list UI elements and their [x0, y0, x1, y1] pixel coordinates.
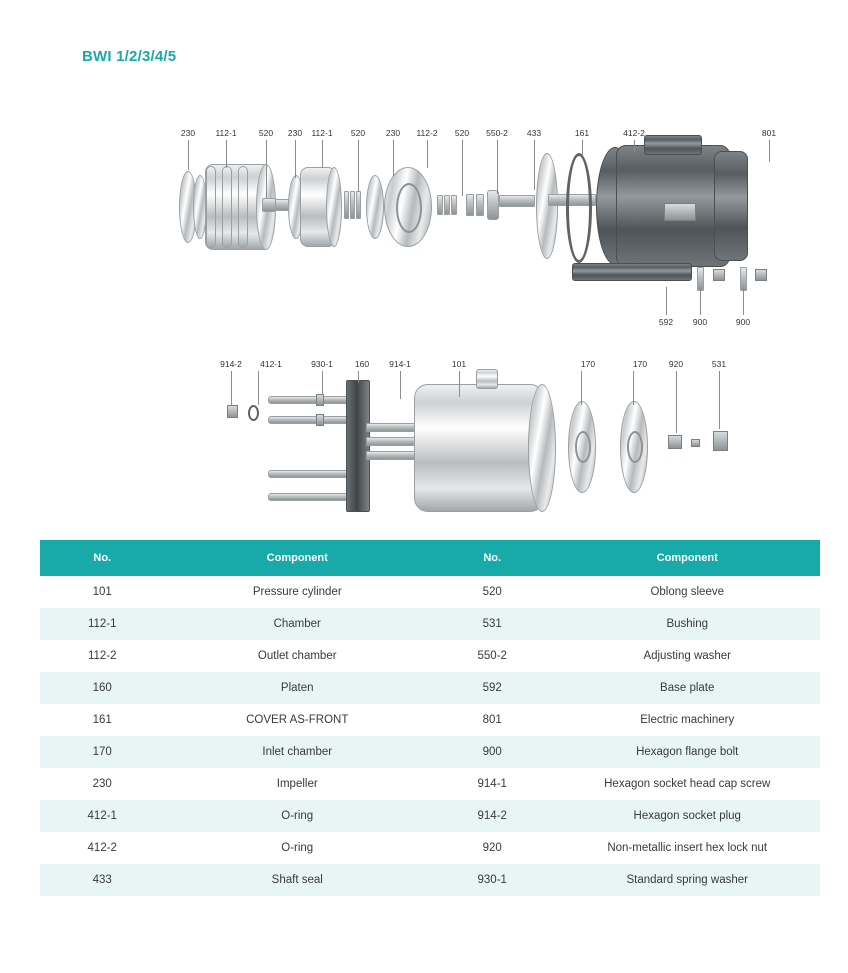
table-row — [40, 864, 820, 896]
cell-comp-right: Hexagon flange bolt — [554, 736, 820, 768]
leader-531 — [719, 371, 720, 429]
cell-comp-right: Bushing — [554, 608, 820, 640]
callout-230-b: 230 — [287, 128, 303, 138]
part-inlet-chamber-170-b-bore — [627, 431, 643, 463]
part-platen-160 — [346, 380, 370, 512]
leader-550-2 — [497, 140, 498, 194]
callout-920: 920 — [668, 359, 684, 369]
leader-230-b — [295, 140, 296, 178]
callout-170-a: 170 — [580, 359, 596, 369]
part-cover-161 — [536, 153, 558, 259]
table-row — [40, 800, 820, 832]
leader-112-1-b — [322, 140, 323, 168]
cell-comp-right: Adjusting washer — [554, 640, 820, 672]
callout-160: 160 — [354, 359, 370, 369]
part-chamber-112-1-b-end — [326, 167, 342, 247]
leader-920 — [676, 371, 677, 433]
cell-comp-right: Hexagon socket plug — [554, 800, 820, 832]
callout-900-a: 900 — [692, 317, 708, 327]
leader-412-2 — [634, 140, 635, 152]
part-sleeve-520-b3 — [356, 191, 361, 219]
callout-520-a: 520 — [258, 128, 274, 138]
cell-no-right: 520 — [430, 576, 554, 608]
part-sleeve-520-b2 — [350, 191, 355, 219]
callout-930-1: 930-1 — [311, 359, 333, 369]
part-chamber-rib-2 — [222, 166, 232, 248]
cell-comp-right: Hexagon socket head cap screw — [554, 768, 820, 800]
parts-table-head — [40, 540, 820, 576]
callout-170-b: 170 — [632, 359, 648, 369]
part-pressure-cylinder-101 — [414, 384, 544, 512]
cell-no-right: 914-1 — [430, 768, 554, 800]
part-spring-washer-930-1-b — [316, 414, 324, 426]
cell-no-right: 550-2 — [430, 640, 554, 672]
callout-900-b: 900 — [735, 317, 751, 327]
part-chamber-rib-1 — [206, 166, 216, 248]
table-row — [40, 768, 820, 800]
table-row — [40, 576, 820, 608]
leader-801 — [769, 140, 770, 162]
part-platen-stub-a — [366, 423, 416, 432]
leader-520-a — [266, 140, 267, 198]
cell-comp-left: Outlet chamber — [164, 640, 430, 672]
callout-592: 592 — [658, 317, 674, 327]
leader-930-1 — [322, 371, 323, 395]
table-row — [40, 640, 820, 672]
callout-801: 801 — [761, 128, 777, 138]
cell-no-left: 433 — [40, 864, 164, 896]
callout-520-c: 520 — [454, 128, 470, 138]
cell-no-left: 230 — [40, 768, 164, 800]
part-cylinder-nozzle — [476, 369, 498, 389]
cell-no-right: 930-1 — [430, 864, 554, 896]
table-row — [40, 736, 820, 768]
leader-914-1 — [400, 371, 401, 399]
cell-comp-left: Impeller — [164, 768, 430, 800]
leader-433 — [534, 140, 535, 190]
cell-no-left: 160 — [40, 672, 164, 704]
callout-112-1-a: 112-1 — [215, 128, 237, 138]
callout-230-a: 230 — [180, 128, 196, 138]
cell-no-left: 412-2 — [40, 832, 164, 864]
header-no-left: No. — [40, 540, 164, 576]
cell-comp-left: Chamber — [164, 608, 430, 640]
table-row — [40, 608, 820, 640]
part-impeller-230-c — [366, 175, 384, 239]
callout-412-1: 412-1 — [260, 359, 282, 369]
cell-comp-right: Electric machinery — [554, 704, 820, 736]
cell-no-right: 900 — [430, 736, 554, 768]
leader-230-a — [188, 140, 189, 170]
cell-comp-left: Inlet chamber — [164, 736, 430, 768]
part-adjusting-washer-550-2 — [466, 194, 474, 216]
part-outlet-chamber-bore — [396, 183, 422, 233]
leader-170-b — [633, 371, 634, 405]
part-flange-nut-a — [713, 269, 725, 281]
part-adjusting-washer-550-2-b — [476, 194, 484, 216]
callout-230-c: 230 — [385, 128, 401, 138]
cell-no-left: 412-1 — [40, 800, 164, 832]
callout-101: 101 — [451, 359, 467, 369]
cell-no-left: 170 — [40, 736, 164, 768]
callout-112-2: 112-2 — [416, 128, 438, 138]
part-sleeve-520-c3 — [451, 195, 457, 215]
leader-520-b — [358, 140, 359, 192]
leader-112-2 — [427, 140, 428, 168]
leader-592 — [666, 287, 667, 315]
callout-433: 433 — [526, 128, 542, 138]
cell-no-right: 914-2 — [430, 800, 554, 832]
part-motor-nameplate — [664, 203, 696, 221]
part-sleeve-520-a — [262, 198, 276, 212]
part-platen-stub-b — [366, 437, 416, 446]
table-row — [40, 704, 820, 736]
part-lock-nut-920 — [668, 435, 682, 449]
leader-412-1 — [258, 371, 259, 405]
part-bushing-531 — [713, 431, 728, 451]
part-sleeve-520-b1 — [344, 191, 349, 219]
cell-no-left: 101 — [40, 576, 164, 608]
part-pressure-cylinder-end — [528, 384, 556, 512]
parts-table-body — [40, 576, 820, 896]
part-flange-nut-b — [755, 269, 767, 281]
cell-comp-left: Shaft seal — [164, 864, 430, 896]
part-sleeve-520-c2 — [444, 195, 450, 215]
callout-914-2: 914-2 — [220, 359, 242, 369]
cell-no-left: 161 — [40, 704, 164, 736]
cell-no-right: 531 — [430, 608, 554, 640]
part-chamber-rib-3 — [238, 166, 248, 248]
part-o-ring-412-1 — [248, 405, 259, 421]
table-row — [40, 672, 820, 704]
page-title: BWI 1/2/3/4/5 — [82, 48, 177, 65]
leader-914-2 — [231, 371, 232, 405]
cell-comp-left: O-ring — [164, 832, 430, 864]
cell-comp-left: Platen — [164, 672, 430, 704]
part-shaft-seal-433 — [487, 190, 499, 220]
cell-no-right: 801 — [430, 704, 554, 736]
part-o-ring-412-2 — [566, 153, 592, 263]
exploded-diagram — [0, 95, 848, 525]
cell-comp-left: O-ring — [164, 800, 430, 832]
part-shaft-433 — [499, 195, 535, 207]
cell-comp-left: Pressure cylinder — [164, 576, 430, 608]
leader-900-a — [700, 287, 701, 315]
callout-520-b: 520 — [350, 128, 366, 138]
part-sleeve-520-c1 — [437, 195, 443, 215]
leader-230-c — [393, 140, 394, 176]
callout-412-2: 412-2 — [623, 128, 645, 138]
header-no-right: No. — [430, 540, 554, 576]
parts-table — [40, 540, 820, 896]
leader-161 — [582, 140, 583, 156]
leader-520-c — [462, 140, 463, 196]
part-lock-nut-920-small — [691, 439, 700, 447]
table-row — [40, 832, 820, 864]
part-inlet-chamber-170-a-bore — [575, 431, 591, 463]
leader-170-a — [581, 371, 582, 405]
callout-914-1: 914-1 — [389, 359, 411, 369]
header-component-right: Component — [554, 540, 820, 576]
cell-no-right: 920 — [430, 832, 554, 864]
cell-comp-left: COVER AS-FRONT — [164, 704, 430, 736]
part-base-plate-592 — [572, 263, 692, 281]
table-header-row — [40, 540, 820, 576]
part-terminal-box — [644, 135, 702, 155]
cell-no-left: 112-1 — [40, 608, 164, 640]
part-spring-washer-930-1-a — [316, 394, 324, 406]
cell-comp-right: Standard spring washer — [554, 864, 820, 896]
leader-112-1-a — [226, 140, 227, 168]
leader-160 — [358, 371, 359, 383]
callout-161: 161 — [574, 128, 590, 138]
cell-comp-right: Base plate — [554, 672, 820, 704]
callout-531: 531 — [711, 359, 727, 369]
part-socket-plug-914-2 — [227, 405, 238, 418]
leader-101 — [459, 371, 460, 397]
cell-no-right: 592 — [430, 672, 554, 704]
part-platen-stub-c — [366, 451, 416, 460]
cell-no-left: 112-2 — [40, 640, 164, 672]
leader-900-b — [743, 287, 744, 315]
callout-112-1-b: 112-1 — [311, 128, 333, 138]
callout-550-2: 550-2 — [486, 128, 508, 138]
part-motor-endcap — [714, 151, 748, 261]
header-component-left: Component — [164, 540, 430, 576]
cell-comp-right: Non-metallic insert hex lock nut — [554, 832, 820, 864]
cell-comp-right: Oblong sleeve — [554, 576, 820, 608]
